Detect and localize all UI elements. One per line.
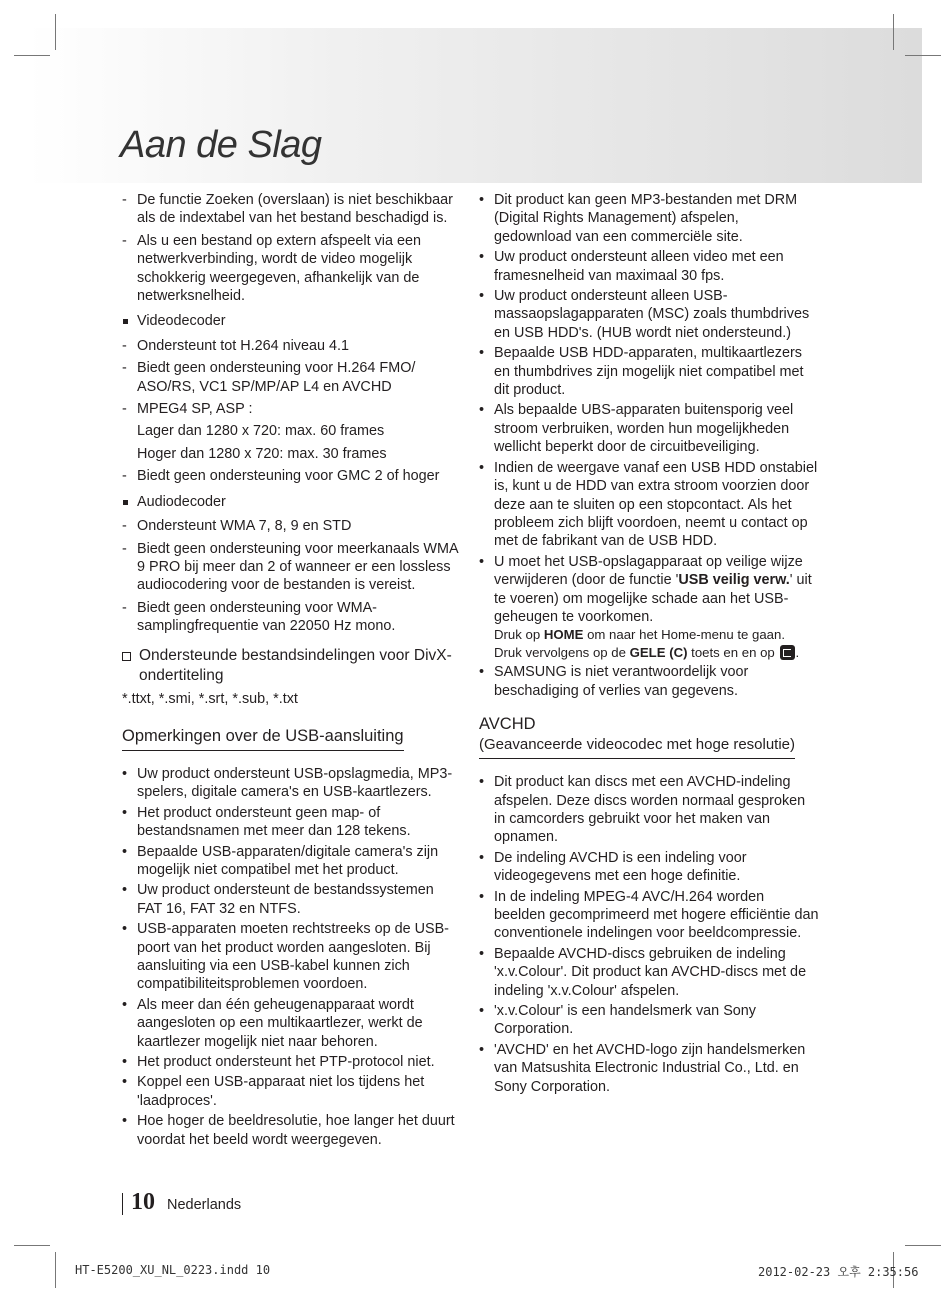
list-item: • Uw product ondersteunt USB-opslagmedia, MP3-spelers, digitale camera's en USB-kaartlezers.: [122, 765, 453, 801]
crop-mark: [905, 55, 941, 56]
list-item: • 'AVCHD' en het AVCHD-logo zijn handelsmerken van Matsushita Electronic Industrial Co., Ltd. en Sony Corporation.: [479, 1041, 806, 1095]
list-item: • Uw product ondersteunt de bestandssystemen FAT 16, FAT 32 en NTFS.: [122, 882, 434, 917]
list-item: • Als meer dan één geheugenapparaat wordt aangesloten op een multikaartlezer, werkt de kaartlezer mogelijk niet naar behoren.: [122, 996, 423, 1050]
list-item: • Bepaalde USB HDD-apparaten, multikaartlezers en thumbdrives zijn mogelijk niet compatibel met dit product.: [479, 345, 804, 399]
page-language: Nederlands: [167, 1197, 242, 1213]
right-column: [479, 191, 819, 1098]
usb-section-heading: Opmerkingen over de USB-aansluiting: [122, 726, 404, 751]
list-subline: Lager dan 1280 x 720: max. 60 frames: [137, 423, 385, 440]
list-item: - Biedt geen ondersteuning voor WMA-samplingfrequentie van 22050 Hz mono.: [122, 599, 396, 635]
crop-mark: [14, 55, 50, 56]
crop-mark: [14, 1245, 50, 1246]
list-item-safe-remove: • U moet het USB-opslagapparaat op veilige wijze verwijderen (door de functie 'USB veilig verw.' uit te voeren) om mogelijke schade aan het USB-geheugen te voorkomen. Druk op HOME om naar het Home-menu te gaan. Druk vervolgens op de GELE (C) toets en en op .: [479, 553, 819, 662]
list-item: • Hoe hoger de beeldresolutie, hoe langer het duurt voordat het beeld wordt weergegeven.: [122, 1113, 455, 1148]
avchd-heading: AVCHD: [479, 715, 536, 734]
crop-mark: [55, 1252, 56, 1288]
slug-timestamp: 2012-02-23 오후 2:35:56: [758, 1265, 919, 1279]
list-item: - Ondersteunt tot H.264 niveau 4.1: [122, 337, 350, 354]
list-item: - MPEG4 SP, ASP :: [122, 401, 253, 418]
list-item: • De indeling AVCHD is een indeling voor videogegevens met een hoge definitie.: [479, 849, 747, 885]
left-column: [122, 191, 462, 1151]
list-item: • Bepaalde USB-apparaten/digitale camera's zijn mogelijk niet compatibel met het product.: [122, 843, 439, 878]
subtitle-formats: *.ttxt, *.smi, *.srt, *.sub, *.txt: [122, 690, 298, 707]
list-item: • Uw product ondersteunt alleen video met een framesnelheid van maximaal 30 fps.: [479, 249, 784, 284]
list-subline: Hoger dan 1280 x 720: max. 30 frames: [137, 445, 387, 462]
list-item: • Bepaalde AVCHD-discs gebruiken de indeling 'x.v.Colour'. Dit product kan AVCHD-discs met de indeling 'x.v.Colour' afspelen.: [479, 945, 807, 999]
crop-mark: [55, 14, 56, 50]
list-item: • Uw product ondersteunt alleen USB-massaopslagapparaten (MSC) zoals thumbdrives en USB HDD's. (HUB wordt niet ondersteund.): [479, 288, 810, 341]
list-item: • Dit product kan discs met een AVCHD-indeling afspelen. Deze discs worden normaal gesproken in camcorders gebruikt voor het maken van opnamen.: [479, 774, 806, 846]
crop-mark: [893, 14, 894, 50]
list-item: • Als bepaalde UBS-apparaten buitensporig veel stroom verbruiken, worden hun mogelijkheden wellicht beperkt door de circuitbeveiliging.: [479, 402, 794, 456]
list-item: • In de indeling MPEG-4 AVC/H.264 worden beelden gecomprimeerd met hogere efficiëntie dan conventionele indelingen voor beeldcompressie.: [479, 888, 819, 942]
list-item: - Biedt geen ondersteuning voor meerkanaals WMA 9 PRO bij meer dan 2 of wanneer er een lossless audiocodering voor de bestanden is vereist.: [122, 540, 458, 594]
list-item: • Indien de weergave vanaf een USB HDD onstabiel is, kunt u de HDD van extra stroom voorzien door deze aan te sluiten op een stopcontact. Als het probleem zich blijft voordoen, neemt u contact op met de fabrikant van de USB HDD.: [479, 459, 818, 550]
list-item: - Biedt geen ondersteuning voor GMC 2 of hoger: [122, 468, 440, 485]
list-item: • USB-apparaten moeten rechtstreeks op de USB-poort van het product worden aangesloten. Bij aansluiting via een USB-kabel kunnen zich compatibiliteitsproblemen voordoen.: [122, 921, 449, 993]
list-item: - Ondersteunt WMA 7, 8, 9 en STD: [122, 518, 352, 535]
crop-mark: [905, 1245, 941, 1246]
avchd-subheading: (Geavanceerde videocodec met hoge resolutie): [479, 735, 795, 759]
page-title: Aan de Slag: [120, 124, 322, 166]
list-item: • Het product ondersteunt het PTP-protocol niet.: [122, 1054, 435, 1071]
list-item: - Als u een bestand op extern afspeelt via een netwerkverbinding, wordt de video mogelijk schokkerig weergegeven, afhankelijk van de netwerksnelheid.: [122, 232, 422, 305]
checkbox-bullet-icon: [122, 652, 131, 661]
eject-key-icon: [780, 645, 795, 660]
instruction-note: Druk op HOME om naar het Home-menu te gaan. Druk vervolgens op de GELE (C) toets en en op .: [494, 627, 800, 660]
list-item: - De functie Zoeken (overslaan) is niet beschikbaar als de indextabel van het bestand beschadigd is.: [122, 192, 453, 227]
list-item: • Het product ondersteunt geen map- of bestandsnamen met meer dan 128 tekens.: [122, 804, 411, 840]
list-item: • SAMSUNG is niet verantwoordelijk voor beschadiging of verlies van gegevens.: [479, 664, 749, 699]
subheading-video-decoder: Videodecoder: [122, 312, 462, 330]
list-item: • 'x.v.Colour' is een handelsmerk van Sony Corporation.: [479, 1003, 756, 1038]
list-item: • Dit product kan geen MP3-bestanden met DRM (Digital Rights Management) afspelen, gedownload van een commerciële site.: [479, 192, 798, 245]
slug-filename: HT-E5200_XU_NL_0223.indd 10: [75, 1263, 271, 1277]
footer-divider: [122, 1193, 123, 1215]
subheading-audio-decoder: Audiodecoder: [122, 493, 462, 511]
list-item: - Biedt geen ondersteuning voor H.264 FMO/ ASO/RS, VC1 SP/MP/AP L4 en AVCHD: [122, 360, 416, 395]
subtitle-formats-heading: Ondersteunde bestandsindelingen voor DivX-ondertiteling: [122, 646, 462, 686]
list-item: • Koppel een USB-apparaat niet los tijdens het 'laadproces'.: [122, 1074, 425, 1109]
page-number: 10: [131, 1189, 155, 1215]
